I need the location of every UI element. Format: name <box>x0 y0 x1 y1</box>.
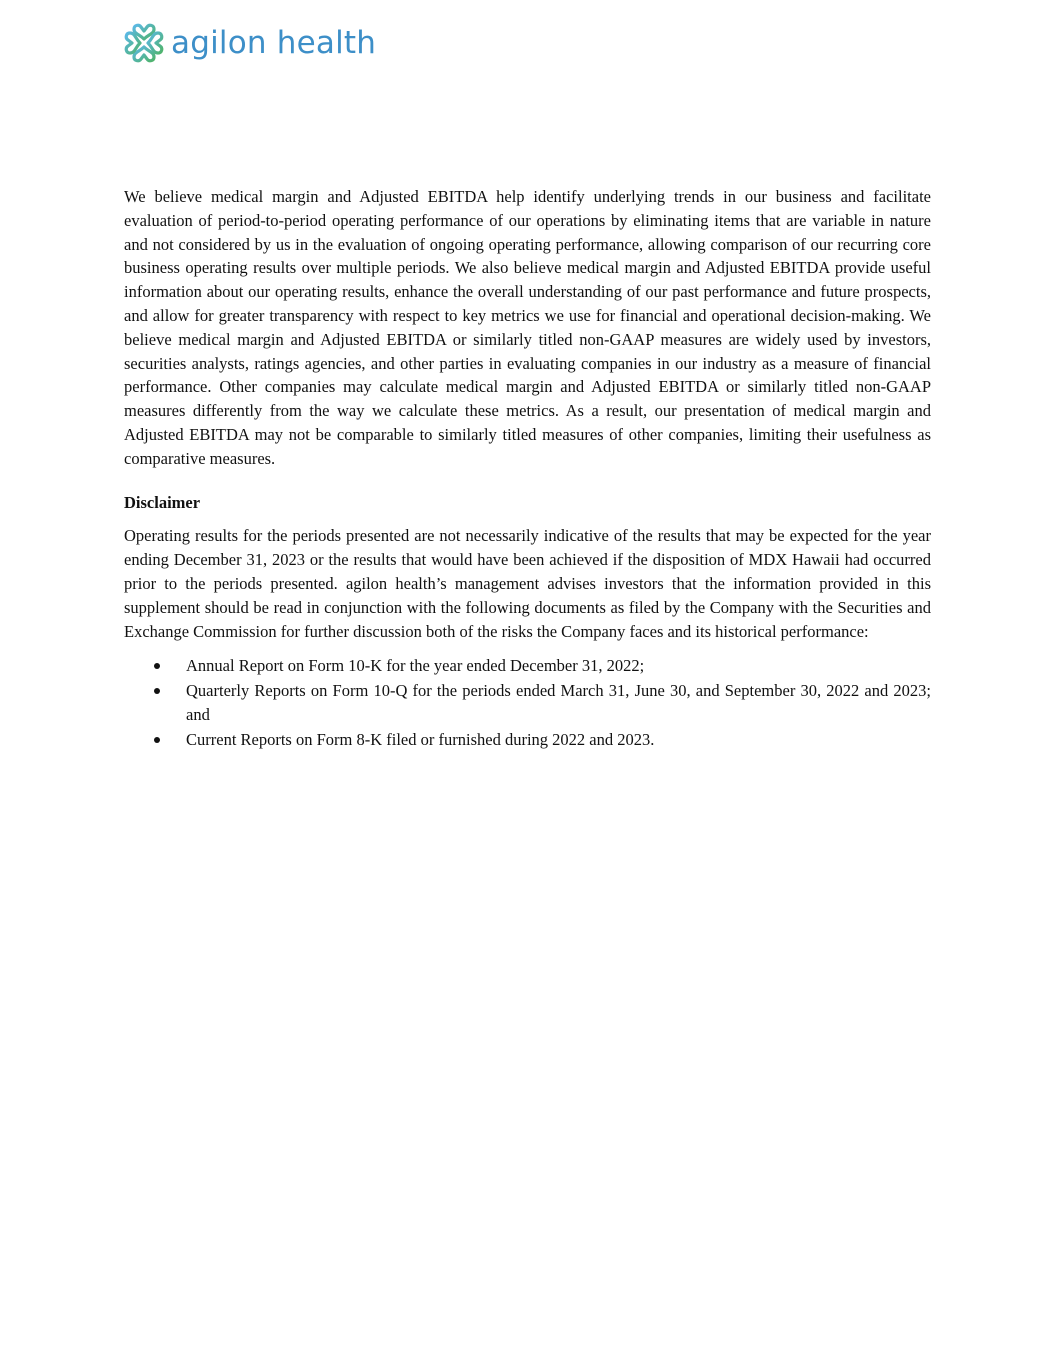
bullet-icon <box>154 688 160 694</box>
disclaimer-paragraph: Operating results for the periods presented are not necessarily indicative of the results that may be expected for the year ending December 31, 2023 or the results that would have been achieved if the disposition of MDX Hawaii had occurred prior to the periods presented. agilon health’s management advises investors that the information provided in this supplement should be read in conjunction with the following documents as filed by the Company with the Securities and Exchange Commission for further discussion both of the risks the Company faces and its historical performance: <box>124 526 931 641</box>
list-item-text: Annual Report on Form 10-K for the year ended December 31, 2022; <box>186 656 645 676</box>
document-list <box>124 654 931 751</box>
agilon-logo-icon <box>123 22 165 64</box>
list-item-text: Current Reports on Form 8-K filed or furnished during 2022 and 2023. <box>186 729 655 749</box>
company-logo <box>123 20 376 66</box>
bullet-icon <box>154 737 160 743</box>
document-body <box>124 185 931 753</box>
list-item <box>124 654 931 678</box>
logo-wordmark: agilon health <box>171 25 377 61</box>
intro-paragraph: We believe medical margin and Adjusted EBITDA help identify underlying trends in our business and facilitate evaluation of period-to-period operating performance of our operations by eliminating items that are variable in nature and not considered by us in the evaluation of ongoing operating performance, allowing comparison of our recurring core business operating results over multiple periods. We also believe medical margin and Adjusted EBITDA provide useful information about our operating results, enhance the overall understanding of our past performance and future prospects, and allow for greater transparency with respect to key metrics we use for financial and operational decision-making. We believe medical margin and Adjusted EBITDA or similarly titled non-GAAP measures are widely used by investors, securities analysts, ratings agencies, and other parties in evaluating companies in our industry as a measure of financial performance. Other companies may calculate medical margin and Adjusted EBITDA or similarly titled non-GAAP measures differently from the way we calculate these metrics. As a result, our presentation of medical margin and Adjusted EBITDA may not be comparable to similarly titled measures of other companies, limiting their usefulness as comparative measures. <box>124 187 931 468</box>
list-item <box>124 679 931 727</box>
list-item <box>124 728 931 752</box>
bullet-icon <box>154 663 160 669</box>
disclaimer-heading: Disclaimer <box>124 492 201 512</box>
list-item-text: Quarterly Reports on Form 10-Q for the periods ended March 31, June 30, and September 30, 2022 and 2023; and <box>186 681 931 724</box>
